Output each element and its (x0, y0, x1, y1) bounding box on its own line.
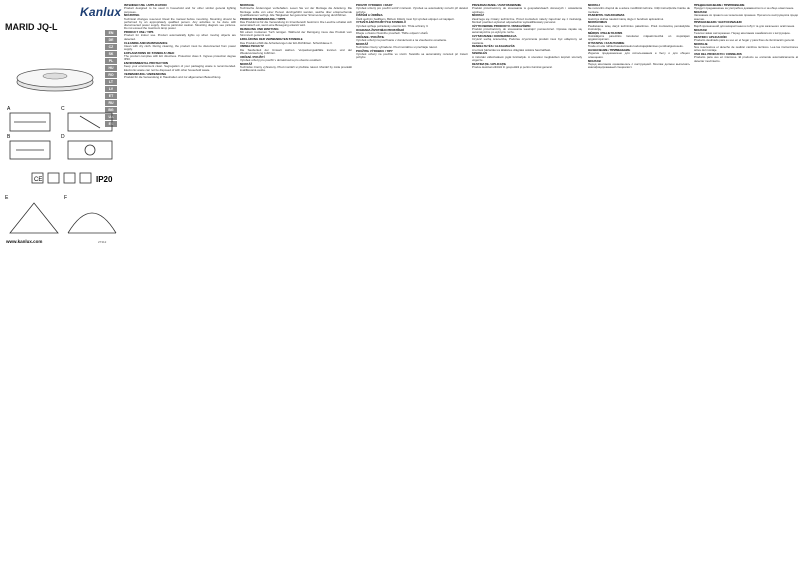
section-heading: МОНТАЖ (694, 27, 707, 32)
section-text: Technické změny vyhrazeny. Před montáží si přečtěte návod. Montáž by měla provádět kvalifikovaná osoba. (240, 65, 352, 73)
section-heading: POUŽITIE VÝROBKU / TIPY (356, 48, 393, 53)
section-paragraph (240, 63, 352, 73)
product-illustration (8, 42, 102, 100)
section-paragraph (356, 50, 468, 60)
section-heading: MONTAJE (694, 41, 708, 46)
ip-rating: IP20 (96, 175, 113, 184)
section-paragraph (472, 4, 582, 14)
section-paragraph (472, 52, 582, 62)
section-text: Czyścić suchą ściereczką. Podczas czyszczenia produkt musi być odłączony od zasilania. (472, 37, 582, 45)
language-tab-ua: UA (105, 114, 117, 120)
section-text: Изделие предназначено для использования в быту и для общего освещения. (588, 51, 690, 59)
section-text: Product designed to be used in household and for other similar general lighting purposes. (124, 6, 236, 14)
section-heading: DESTINAȚIE / APLICAȚIE (472, 61, 507, 66)
section-heading: DESTINO / APLICACIÓN (694, 34, 727, 39)
section-paragraph (694, 4, 798, 11)
section-text: Čistit suchým hadříkem. Během čištění musí být výrobek odpojen od napájení. (356, 16, 455, 21)
section-text: Technische Änderungen vorbehalten. Lesen Sie vor der Montage die Anleitung. Die Montage sollte von einer Person durchgeführt werden, welche über entsprechende Qualifikationen verfügt. Alle Tätigkeiten bei getrennter Stromversorgung durchführen. (240, 6, 352, 17)
section-text: Das Produkt ist für die Verwendung im Innenbereich bestimmt. Die Leuchte schaltet sich automatisch ein, wenn eine Bewegung erkannt wird. (240, 19, 352, 28)
section-heading: USO DEL PRODUCTO / CONSEJOS (694, 52, 742, 57)
section-text: Die Sauberkeit der Umwelt wahren. Verpackungsabfälle trennen und der Wiederverwertung zuführen. (240, 47, 352, 55)
section-paragraph (124, 31, 236, 41)
section-heading: ПРЕДНАЗНАЧЕНИЕ / ПРИЛОЖЕНИЕ (694, 4, 745, 7)
text-column-3 (356, 4, 468, 576)
section-text: Product for indoor use. Product automatically lights up when moving objects are detected. (124, 33, 236, 41)
section-heading: НАЗНАЧЕНИЕ / ПРИМЕНЕНИЕ (588, 48, 631, 53)
website-url[interactable]: www.kanlux.com (6, 239, 43, 244)
section-heading: MONTÁŽ (240, 61, 253, 66)
section-paragraph (694, 11, 798, 21)
section-paragraph (124, 42, 236, 52)
section-heading: MĒRĶIS / PIELIETOJUMS (588, 30, 623, 35)
section-heading: MONTAVIMAS (588, 20, 608, 25)
language-tab-sk: SK (105, 51, 117, 57)
section-heading: CZYSZCZENIE I KONSERWACJA (472, 34, 517, 39)
section-paragraph (356, 36, 468, 43)
product-model-title: MARID JQ-L (5, 22, 58, 32)
section-paragraph (694, 36, 798, 43)
section-text: A termék háztartási és általános világítási célokra használható. (472, 47, 552, 52)
section-heading: PASKIRTIS / NAUDOJIMAS (588, 13, 625, 18)
section-text: Keep your environment clean. Segregation of your packaging waste is recommended. Electronic waste can not be disposed of with other household waste. (124, 64, 236, 72)
section-heading: URČENIE / POUŽITIE (356, 34, 385, 39)
section-heading: URČENÍ / POUŽITÍ (240, 54, 265, 59)
section-paragraph (124, 62, 236, 72)
language-tab-ru: RU (105, 100, 117, 106)
section-paragraph (472, 63, 582, 70)
section-text: Pasiliekame teisę daryti techninius pakeitimus. Prieš montavimą perskaitykite instrukciją. (588, 23, 690, 31)
section-heading: VERWENDUNG / ANWENDUNG (124, 71, 167, 76)
mounting-figure-c-d (60, 104, 120, 162)
section-text: Produs destinat utilizării în gospodării și pentru iluminat general. (472, 65, 553, 70)
language-tab-bg: BG (105, 107, 117, 113)
section-text: Продукт предназначен за употреба в домакинството и за общо осветление. (694, 6, 795, 11)
section-heading: PRODUCT USE / TIPS (124, 30, 154, 35)
section-heading: MONTÁŽ (356, 41, 369, 46)
section-heading: PRZEZNACZENIE / ZASTOSOWANIE (472, 4, 522, 7)
section-heading: MONTAGE (240, 4, 255, 7)
text-column-1 (124, 4, 236, 576)
section-text: Výrobok určený na používanie v domácnosti a na všeobecné osvetlenie. (356, 37, 448, 42)
section-heading: MOUNTING (124, 13, 140, 18)
section-paragraph (472, 14, 582, 24)
section-heading: ERKLÄRUNG DER VERWENDETEN SYMBOLE (240, 37, 303, 42)
section-text: Dbejte o čistotu životního prostředí. Třiďte odpad z obalů. (356, 30, 429, 35)
section-text: Clean with dry cloth. During cleaning, the product must be disconnected from power supply. (124, 43, 236, 52)
section-text: Toode on ette nähtud kasutamiseks kodumajapidamises ja üldvalgustuseks. (588, 44, 684, 49)
section-heading: MONTAŻ (472, 13, 484, 18)
section-paragraph (588, 49, 690, 59)
section-heading: VYSVĚTLENÍ POUŽITÝCH SYMBOLŮ (356, 20, 406, 25)
section-text: Výrobek určený pro použití uvnitř místností. Výrobek se automaticky rozsvítí při detekci pohybu. (356, 6, 468, 14)
text-column-5 (588, 4, 690, 576)
section-text: Produkt przeznaczony do stosowania w gospodarstwach domowych i oświetlenia ogólnego. (472, 6, 582, 14)
section-text: Produkt für die Verwendung in Haushalten und zur allgemeinen Beleuchtung. (124, 74, 222, 79)
language-tab-et: ET (105, 93, 117, 99)
section-paragraph (472, 45, 582, 52)
section-heading: INTENDED USE / APPLICATION (124, 4, 167, 7)
section-paragraph (124, 52, 236, 62)
section-heading: MONTAJ (588, 4, 600, 7)
fig-label-a: A (7, 106, 11, 112)
section-text: Mit einem trockenen Tuch reinigen. Während der Reinigung muss das Produkt vom Stromnetz getrennt sein. (240, 30, 352, 38)
fig-label-e: E (5, 195, 9, 201)
mounting-figure-a-b (6, 104, 58, 162)
section-heading: REINIGUNG UND WARTUNG (240, 26, 279, 31)
section-heading: МОНТАЖ (694, 10, 707, 15)
section-heading: EXPLANATIONS OF SYMBOLS USED (124, 50, 175, 55)
section-text: Izstrādājums paredzēts lietošanai mājsaimniecībā un vispārējam apgaismojumam. (588, 34, 690, 42)
fig-label-b: B (7, 134, 11, 140)
section-text: Zastrzega się zmiany techniczne. Przed montażem należy zapoznać się z instrukcją. Montaż powinien wykonać odpowiednio wykwalifikowany personel. (472, 16, 582, 24)
section-paragraph (240, 18, 352, 28)
section-text: The product complies with EU directives. Protection class II. Ingress protection degree IP20. (124, 54, 236, 62)
language-tab-ro: RO (105, 72, 117, 78)
section-text: Das Produkt erfüllt die Anforderungen der EU-Richtlinien. Schutzklasse II. (240, 40, 333, 45)
language-tab-pl: PL (105, 58, 117, 64)
section-heading: ПРИЗНАЧЕННЯ / ЗАСТОСУВАННЯ (694, 20, 742, 25)
section-heading: ENVIRONMENTAL PROTECTION (124, 61, 168, 66)
section-paragraph (240, 28, 352, 38)
brand-logo: Kanlux (80, 5, 122, 19)
language-tab-es: ES (105, 121, 117, 127)
section-text: Výrobek určený pro použití v domácnosti a pro obecné osvětlení. (240, 57, 322, 62)
section-heading: CLEANING AND MAINTENANCE (124, 40, 168, 45)
language-tab-en: EN (105, 30, 117, 36)
section-heading: POUŽITÍ VÝROBKU / RADY (356, 4, 393, 7)
section-heading: RENDELTETÉS / ALKALMAZÁS (472, 44, 515, 49)
text-column-6 (694, 4, 798, 576)
section-paragraph (124, 73, 236, 80)
section-paragraph (694, 53, 798, 63)
language-tab-lt: LT (105, 79, 117, 85)
section-heading: PRODUKTVERWENDUNG / TIPPS (240, 16, 286, 21)
section-text: Запазваме си правото на технически промени. Прочетете инструкцията преди монтаж. (694, 13, 798, 21)
section-text: Výrobek splňuje požadavky směrnic EU. Třída ochrany II. (356, 23, 429, 28)
section-paragraph (588, 32, 690, 42)
section-text: Nos reservamos el derecho de realizar cambios técnicos. Lea las instrucciones antes del montaje. (694, 44, 798, 53)
text-column-2 (240, 4, 352, 576)
section-text: Технічні зміни застережено. Перед монтажем ознайомтеся з інструкцією. (694, 30, 791, 35)
language-tab-hu: HU (105, 65, 117, 71)
section-paragraph (240, 45, 352, 55)
section-text: Technical changes reserved. Read the manual before mounting. Mounting should be performed by an appropriately qualified person. Any activities to be done with disconnected power supply. Rooms particular caution. Mounting diagram see pictures. Do not exceed the maximum lamp power. (124, 16, 236, 31)
section-paragraph (124, 4, 236, 14)
svg-text:CE: CE (34, 177, 43, 183)
section-paragraph (240, 4, 352, 17)
section-paragraph (240, 56, 352, 63)
section-text: Перед монтажом ознакомьтесь с инструкцией. Монтаж должен выполнять квалифицированный специалист. (588, 61, 690, 70)
section-heading: ČIŠTĚNÍ A ÚDRŽBA (356, 13, 383, 18)
language-tab-lv: LV (105, 86, 117, 92)
section-paragraph (588, 4, 690, 14)
section-paragraph (588, 21, 690, 31)
sensor-range-figures (4, 193, 120, 237)
section-heading: UMWELTSCHUTZ (240, 44, 264, 49)
document-code: 27312 (98, 240, 107, 244)
section-text: Produkt przeznaczony do stosowania wewnątrz pomieszczeń. Oprawa zapala się automatycznie po wykryciu ruchu. (472, 26, 582, 35)
language-tab-de: DE (105, 37, 117, 43)
fig-label-f: F (64, 195, 68, 201)
section-text: A műszaki változtatások jogát fenntartjuk. A szerelést megfelelően képzett személy végezze. (472, 54, 582, 62)
fig-label-c: C (61, 106, 65, 112)
section-paragraph (124, 14, 236, 30)
certification-symbols (30, 171, 120, 183)
section-text: Ne rezervăm dreptul de a aduce modificări tehnice. Citiți instrucțiunile înainte de montare. (588, 6, 690, 14)
section-heading: SZERELÉS (472, 51, 488, 56)
text-column-4 (472, 4, 582, 576)
section-text: Виріб призначений для використання в побуті та для загального освітлення. (694, 23, 795, 28)
section-heading: UŻYTKOWANIE PRODUKTU / WSKAZÓWKI (472, 23, 531, 28)
section-paragraph (588, 60, 690, 70)
fig-label-d: D (61, 134, 65, 140)
section-heading: OCHRANA ŽIVOTNÍHO PROSTŘEDÍ (356, 27, 405, 32)
section-text: Gaminys skirtas naudoti namų ūkyje ir bendram apšvietimui. (588, 16, 664, 21)
section-text: Producto destinado para su uso en el hogar y para fines de iluminación general. (694, 37, 795, 42)
section-paragraph (694, 43, 798, 53)
section-text: Technické zmeny vyhradené. Pred montážou si prečítajte návod. (356, 44, 438, 49)
section-text: Producto para uso en interiores. El producto se enciende automáticamente al detectar movimiento. (694, 55, 798, 63)
section-heading: OTSTARVE / KASUTAMINE (588, 41, 625, 46)
section-heading: МОНТАЖ (588, 58, 601, 63)
language-tab-cz: CZ (105, 44, 117, 50)
section-paragraph (472, 25, 582, 35)
section-paragraph (694, 21, 798, 28)
section-text: Výrobok určený na použitie vo vnútri. Svietidlo sa automaticky rozsvieti pri zistení pohybu. (356, 52, 468, 60)
